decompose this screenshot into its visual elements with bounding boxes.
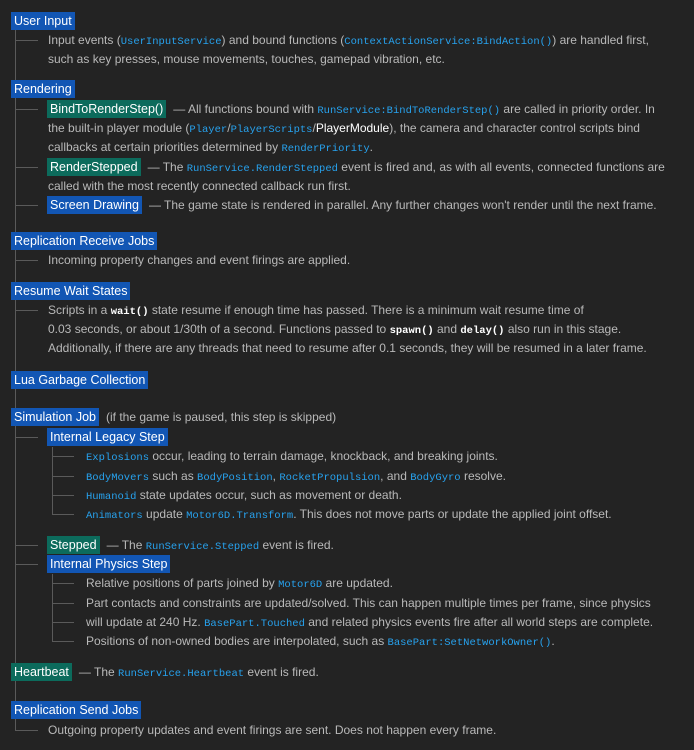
legacy-step-item [86, 447, 498, 465]
user-input-desc-line [48, 50, 445, 68]
bind-to-render-step-desc-line [48, 138, 373, 156]
code-ref: Motor6D.Transform [186, 510, 294, 522]
text: . This does not move parts or update the applied joint offset. [293, 507, 612, 521]
resume-wait-node [11, 282, 130, 300]
legacy-step-item [86, 505, 612, 523]
code-ref: RunService.RenderStepped [186, 163, 338, 175]
user-input-desc-line [48, 31, 649, 49]
tree-branch-line [53, 603, 74, 604]
render-stepped-node [47, 158, 665, 176]
text: Scripts in a [48, 303, 111, 317]
tree-branch-line [53, 476, 74, 477]
code-ref: Explosions [86, 452, 150, 464]
text: event is fired and, as with all events, connected functions are [337, 160, 665, 174]
screen-drawing-label: Screen Drawing [47, 196, 142, 214]
tree-branch-line [16, 40, 38, 41]
code-ref: BasePart.Touched [204, 618, 305, 630]
code-ref: BodyMovers [86, 472, 150, 484]
replication-receive-desc-line [48, 251, 350, 269]
text: are called in priority order. In [500, 102, 655, 116]
text: — The [106, 538, 146, 552]
text: — The [147, 160, 187, 174]
code-ref: RenderPriority [281, 143, 370, 155]
tree-branch-line [53, 622, 74, 623]
tree-branch-line [16, 437, 38, 438]
text: 0.03 seconds, or about 1/30th of a second. Functions passed to [48, 322, 390, 336]
text: occur, leading to terrain damage, knockback, and breaking joints. [149, 449, 498, 463]
bind-to-render-step-label: BindToRenderStep() [47, 100, 166, 118]
code-ref: Animators [86, 510, 143, 522]
tree-branch-line [53, 641, 74, 642]
physics-step-node [47, 555, 170, 573]
text: state updates occur, such as movement or death. [136, 488, 402, 502]
text: Incoming property changes and event firings are applied. [48, 253, 351, 267]
text: will update at 240 Hz. [86, 615, 205, 629]
text: also run in this stage. [504, 322, 622, 336]
text: such as [149, 469, 198, 483]
tree-branch-line [16, 545, 38, 546]
bind-to-render-step-node [47, 100, 655, 118]
text: Part contacts and constraints are updated/solved. This can happen multiple times per frame, since physics [86, 596, 651, 610]
stepped-label: Stepped [47, 536, 100, 554]
physics-step-item [86, 594, 651, 612]
rendering-node [11, 80, 75, 98]
legacy-step-item [86, 467, 506, 485]
tree-branch-line [16, 730, 38, 731]
tree-branch-line [53, 456, 74, 457]
text: called with the most recently connected callback run first. [48, 179, 351, 193]
text: state resume if enough time has passed. There is a minimum wait resume time of [148, 303, 584, 317]
lua-gc-label: Lua Garbage Collection [11, 371, 148, 389]
text: the built-in player module ( [48, 121, 190, 135]
legacy-subtree-line [52, 447, 53, 515]
text: ) are handled first, [552, 33, 649, 47]
screen-drawing-node [47, 196, 657, 214]
legacy-step-node [47, 428, 168, 446]
code-fn: spawn() [389, 325, 434, 337]
code-ref: RunService.Heartbeat [118, 668, 245, 680]
user-input-node [11, 12, 75, 30]
text: callbacks at certain priorities determined by [48, 140, 282, 154]
resume-wait-label: Resume Wait States [11, 282, 130, 300]
tree-branch-line [16, 167, 38, 168]
simulation-label: Simulation Job [11, 408, 99, 426]
code-ref: RunService:BindToRenderStep() [317, 105, 501, 117]
code-ref: Player [189, 124, 228, 136]
render-stepped-label: RenderStepped [47, 158, 141, 176]
code-ref: BodyPosition [197, 472, 273, 484]
resume-wait-desc-line [48, 339, 647, 357]
stepped-node [47, 536, 334, 554]
tree-branch-line [16, 564, 38, 565]
replication-send-label: Replication Send Jobs [11, 701, 141, 719]
text: are updated. [322, 576, 393, 590]
tree-branch-line [16, 205, 38, 206]
replication-receive-node [11, 232, 157, 250]
replication-receive-label: Replication Receive Jobs [11, 232, 157, 250]
heartbeat-label: Heartbeat [11, 663, 72, 681]
code-ref: UserInputService [120, 36, 222, 48]
render-stepped-desc-line [48, 177, 351, 195]
text: . [551, 634, 555, 648]
resume-wait-desc-line [48, 301, 584, 319]
text: — All functions bound with [173, 102, 318, 116]
text: Outgoing property updates and event firings are sent. Does not happen every frame. [48, 723, 497, 737]
text: , and [380, 469, 411, 483]
text: resolve. [460, 469, 506, 483]
text: / [227, 121, 231, 135]
tree-branch-line [53, 583, 74, 584]
replication-send-node [11, 701, 141, 719]
text: update [142, 507, 187, 521]
physics-step-item [86, 632, 555, 650]
code-ref: RocketPropulsion [279, 472, 381, 484]
code-ref: BasePart:SetNetworkOwner() [387, 637, 552, 649]
text: event is fired. [259, 538, 334, 552]
code-ref: ContextActionService:BindAction() [344, 36, 553, 48]
physics-step-label: Internal Physics Step [47, 555, 170, 573]
text: — The game state is rendered in parallel. Any further changes won't render until the next frame. [148, 198, 657, 212]
text: ) and bound functions ( [221, 33, 345, 47]
text: , [272, 469, 280, 483]
code-ref: Motor6D [278, 579, 323, 591]
text: Relative positions of parts joined by [86, 576, 279, 590]
text: . [369, 140, 373, 154]
text: Additionally, if there are any threads that need to resume after 0.1 seconds, they will be resumed in a later frame. [48, 341, 647, 355]
tree-branch-line [53, 495, 74, 496]
code-ref: Humanoid [86, 491, 137, 503]
physics-step-item [86, 574, 393, 592]
tree-branch-line [16, 310, 38, 311]
physics-step-item-continued [86, 613, 653, 631]
text: Input events ( [48, 33, 121, 47]
text: such as key presses, mouse movements, touches, gamepad vibration, etc. [48, 52, 445, 66]
simulation-node [11, 408, 336, 426]
code-ref: PlayerScripts [230, 124, 313, 136]
module-name: PlayerModule [315, 121, 390, 135]
text: / [312, 121, 316, 135]
simulation-note: (if the game is paused, this step is skipped) [106, 410, 337, 424]
code-fn: wait() [110, 306, 149, 318]
text: Positions of non-owned bodies are interpolated, such as [86, 634, 388, 648]
resume-wait-desc-line [48, 320, 621, 338]
tree-branch-line [16, 109, 38, 110]
rendering-label: Rendering [11, 80, 75, 98]
physics-subtree-line [52, 574, 53, 642]
replication-send-desc-line [48, 721, 496, 739]
text: and related physics events fire after all world steps are complete. [304, 615, 654, 629]
lua-gc-node [11, 371, 148, 389]
text: event is fired. [244, 665, 319, 679]
text: — The [78, 665, 119, 679]
code-fn: delay() [460, 325, 505, 337]
tree-branch-line [16, 260, 38, 261]
tree-branch-line [53, 514, 74, 515]
legacy-step-label: Internal Legacy Step [47, 428, 168, 446]
text: and [433, 322, 461, 336]
code-ref: BodyGyro [410, 472, 461, 484]
code-ref: RunService.Stepped [145, 541, 260, 553]
text: ), the camera and character control scripts bind [389, 121, 640, 135]
heartbeat-node [11, 663, 319, 681]
user-input-label: User Input [11, 12, 75, 30]
bind-to-render-step-desc-line [48, 119, 640, 137]
legacy-step-item [86, 486, 402, 504]
